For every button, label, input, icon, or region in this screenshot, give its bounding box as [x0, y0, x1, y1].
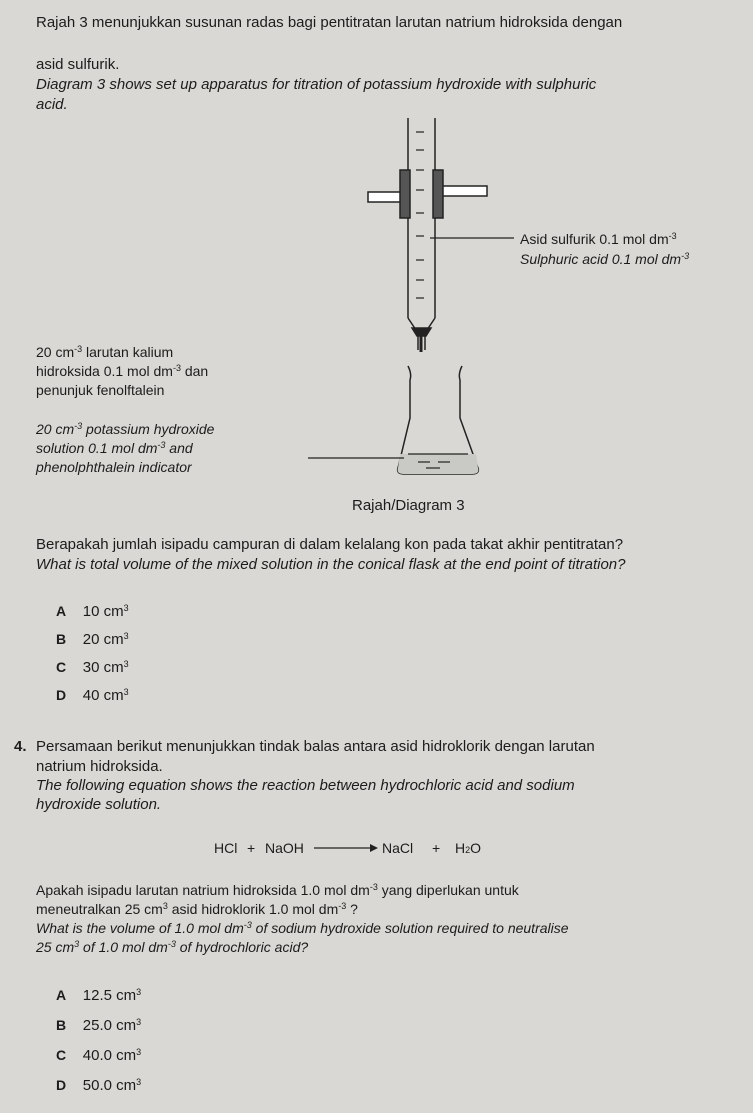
q4-option-b[interactable]: B 25.0 $cm^3$	[56, 1017, 142, 1034]
acid-label-english: Sulphuric acid 0.1 mol $dm^{-3}$	[520, 251, 690, 267]
koh-label-english-line1: 20 $cm^{-3}$ potassium hydroxide	[36, 421, 215, 437]
q4-option-d[interactable]: D 50.0 $cm^3$	[56, 1077, 142, 1094]
koh-label-malay-line1: 20 $cm^{-3}$ larutan kalium	[36, 344, 174, 360]
q4-stem-english-line1: The following equation shows the reaction between hydrochloric acid and sodium	[36, 777, 575, 794]
equation-arrow	[314, 842, 378, 854]
burette-graduations	[416, 132, 424, 298]
equation-product-nacl: NaCl	[382, 840, 414, 856]
q3-option-d[interactable]: D 40 $cm^3$	[56, 687, 129, 704]
burette	[408, 118, 435, 350]
titration-apparatus-diagram	[300, 118, 753, 498]
equation-plus-1: +	[247, 840, 256, 856]
koh-label-english-line2: solution 0.1 mol $dm^{-3}$ and	[36, 440, 193, 456]
q4-stem-malay-line2: natrium hidroksida.	[36, 758, 163, 775]
retort-clamp	[368, 170, 487, 218]
q3-question-malay: Berapakah jumlah isipadu campuran di dalam kelalang kon pada takat akhir pentitratan?	[36, 536, 624, 553]
q3-stem-malay-line2: asid sulfurik.	[36, 56, 120, 73]
q4-ask-english-line1: What is the volume of 1.0 mol $dm^{-3}$ of sodium hydroxide solution required to neutralise	[36, 920, 569, 936]
q4-ask-malay-line1: Apakah isipadu larutan natrium hidroksida 1.0 mol $dm^{-3}$ yang diperlukan untuk	[36, 882, 519, 898]
equation-plus-2: +	[432, 840, 441, 856]
q3-stem-english-line1: Diagram 3 shows set up apparatus for titration of potassium hydroxide with sulphuric	[36, 76, 597, 93]
equation-reactant-naoh: NaOH	[265, 840, 304, 856]
q3-option-c[interactable]: C 30 $cm^3$	[56, 659, 129, 676]
q3-option-a[interactable]: A 10 $cm^3$	[56, 603, 129, 620]
koh-label-malay-line2: hidroksida 0.1 mol $dm^{-3}$ dan	[36, 363, 209, 379]
q4-ask-english-line2: 25 $cm^3$ of 1.0 mol $dm^{-3}$ of hydrochloric acid?	[36, 939, 309, 955]
koh-label-english-line3: phenolphthalein indicator	[36, 459, 192, 475]
diagram-caption: Rajah/Diagram 3	[352, 497, 465, 514]
koh-label-malay-line3: penunjuk fenolftalein	[36, 382, 165, 398]
q4-ask-malay-line2: meneutralkan 25 $cm^3$ asid hidroklorik 1.0 mol $dm^{-3}$ ?	[36, 901, 358, 917]
q4-stem-english-line2: hydroxide solution.	[36, 796, 162, 813]
flask-solution	[398, 454, 479, 474]
equation-reactant-hcl: HCl	[214, 840, 238, 856]
q4-option-c[interactable]: C 40.0 $cm^3$	[56, 1047, 142, 1064]
q4-stem-malay-line1: Persamaan berikut menunjukkan tindak balas antara asid hidroklorik dengan larutan	[36, 738, 595, 755]
q4-number: 4.	[14, 738, 27, 755]
q3-option-b[interactable]: B 20 $cm^3$	[56, 631, 129, 648]
stopcock	[412, 328, 431, 352]
q3-question-english: What is total volume of the mixed solution in the conical flask at the end point of titration?	[36, 556, 626, 573]
acid-label-malay: Asid sulfurik 0.1 mol $dm^{-3}$	[520, 231, 677, 247]
q3-stem-english-line2: acid.	[36, 96, 68, 113]
equation-product-water: $H_2O$	[455, 840, 482, 856]
q4-option-a[interactable]: A 12.5 $cm^3$	[56, 987, 142, 1004]
q3-stem-malay-line1: Rajah 3 menunjukkan susunan radas bagi pentitratan larutan natrium hidroksida dengan	[36, 14, 623, 31]
